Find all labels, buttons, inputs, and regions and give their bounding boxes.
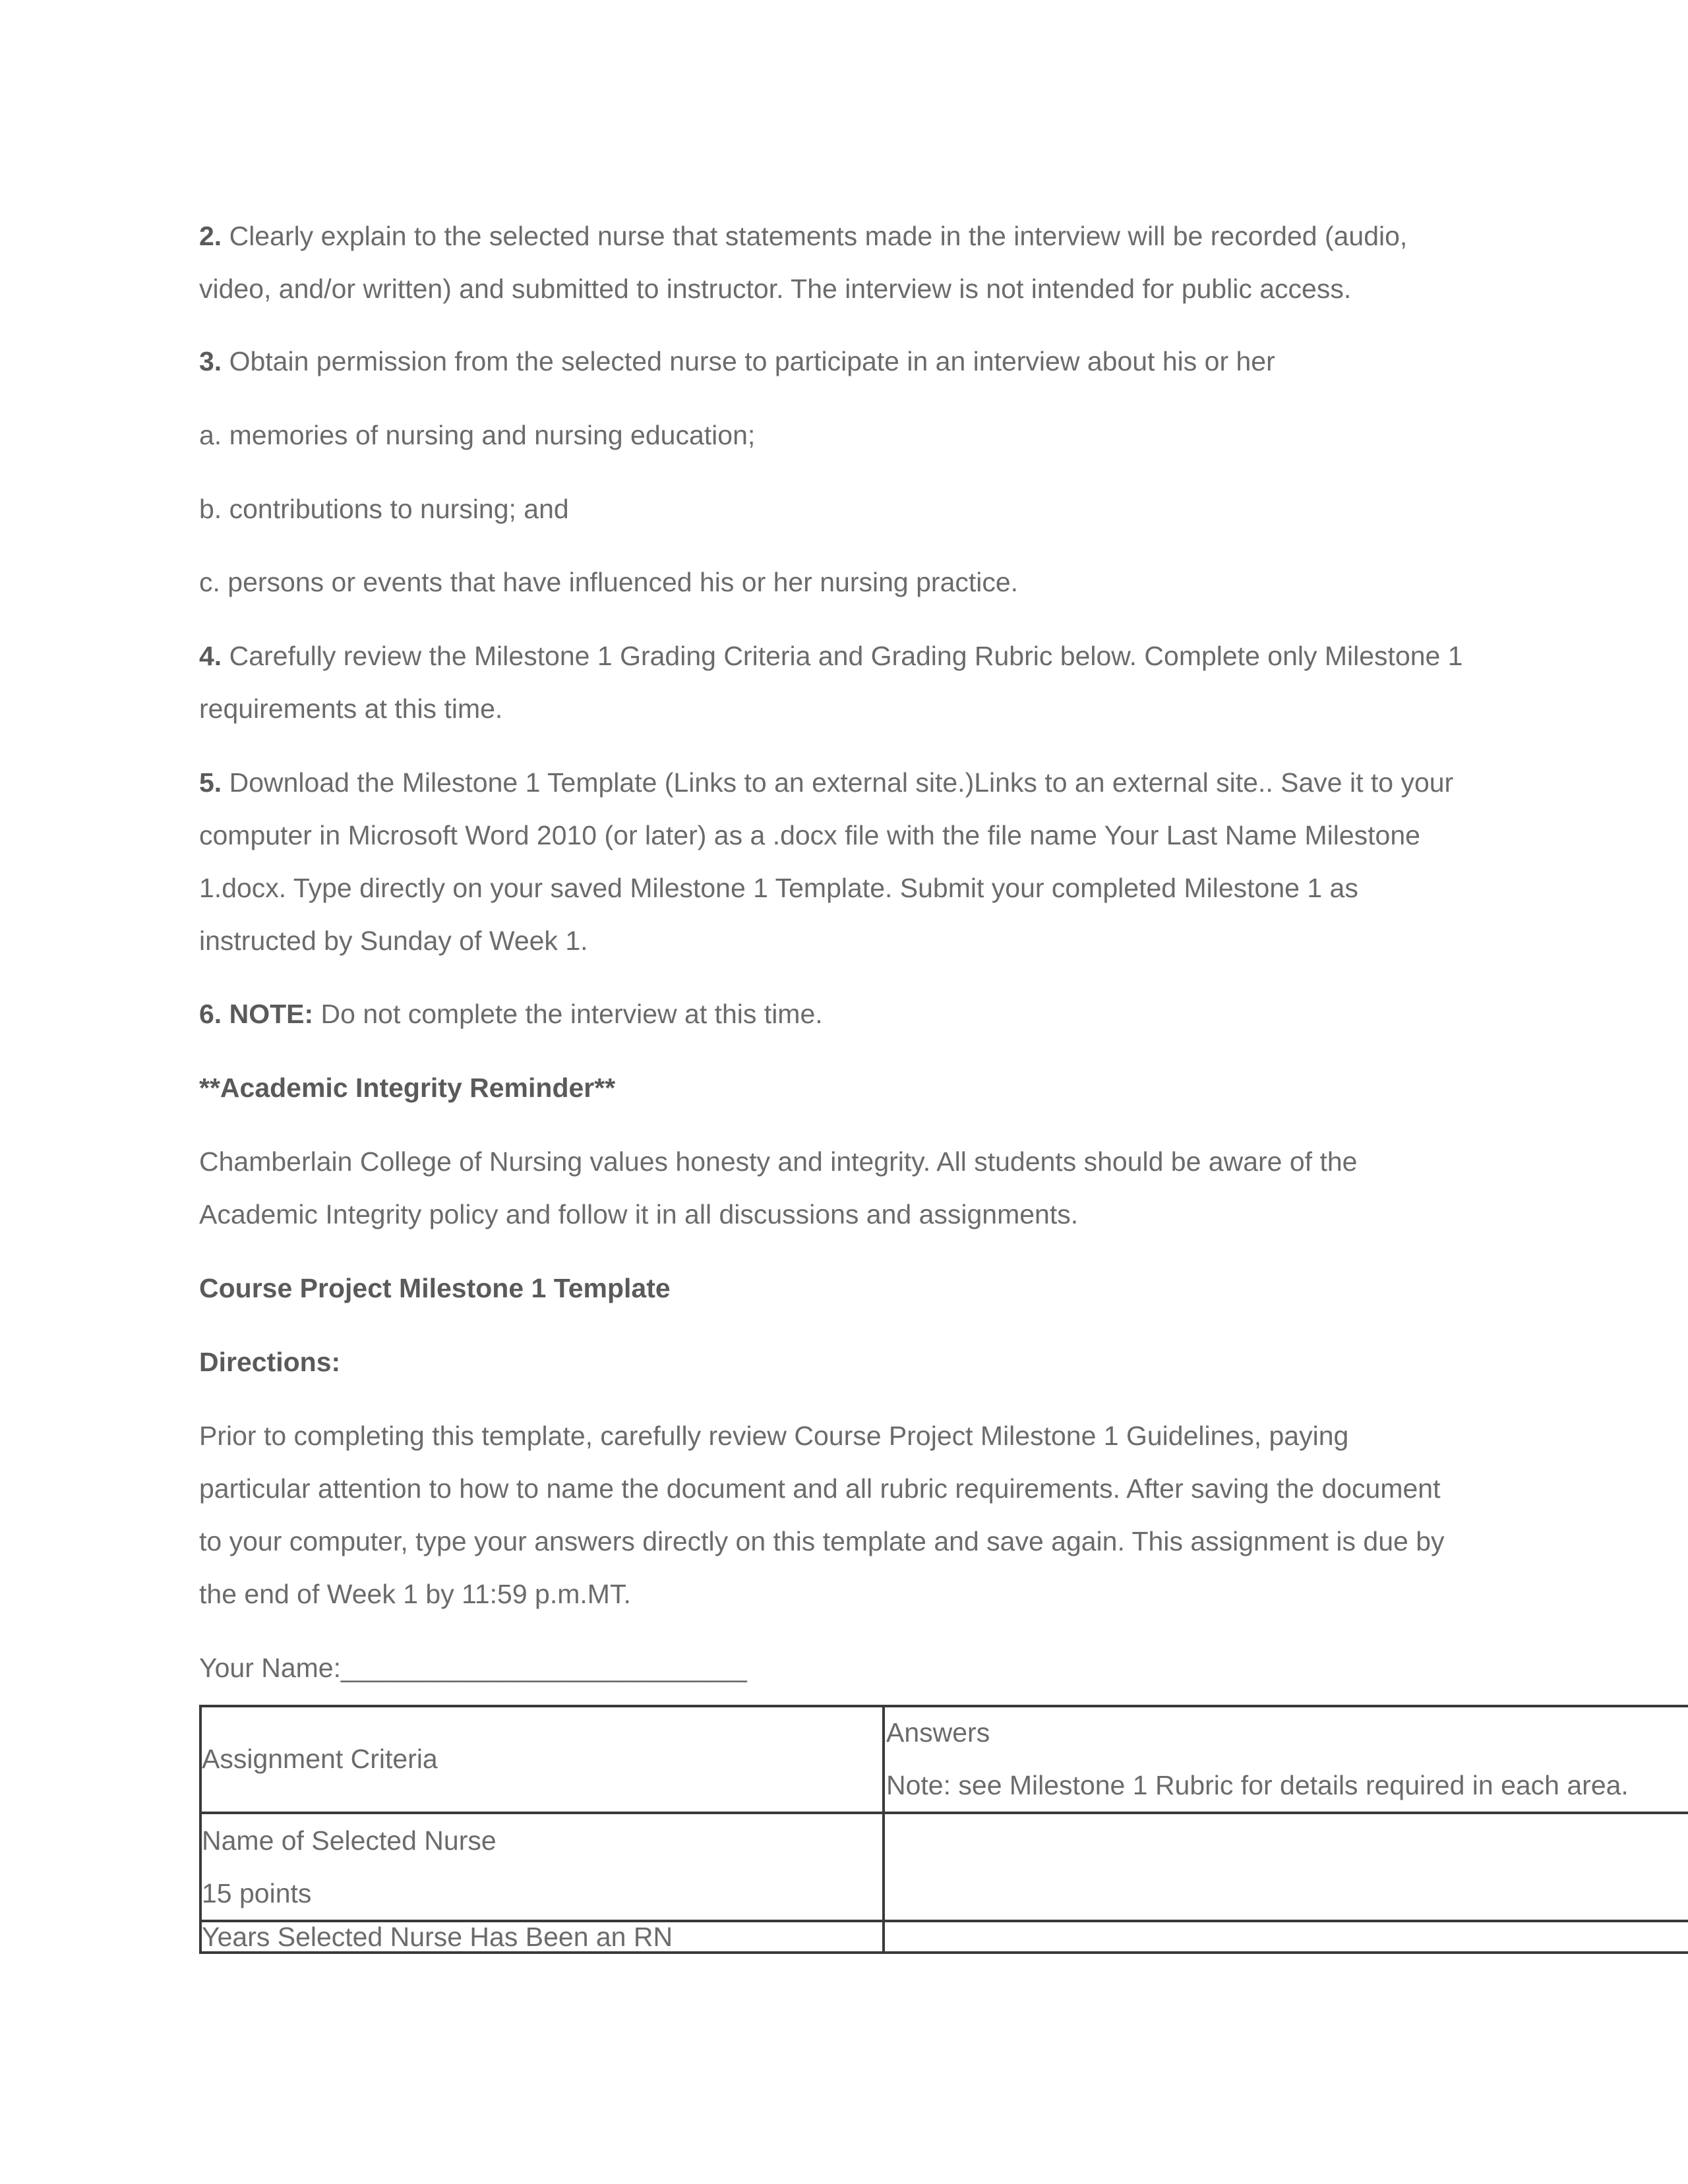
integrity-line-1: Chamberlain College of Nursing values honesty and integrity. All students should be aware of the [199, 1146, 1358, 1177]
item-5-text-1: Download the Milestone 1 Template (Links to an external site.)Links to an external site.. Save it to your [222, 767, 1454, 798]
table-row-1-points: 15 points [202, 1878, 312, 1908]
table-header-answers: Answers [886, 1717, 990, 1748]
table-column-divider [882, 1705, 885, 1954]
directions-line-4: the end of Week 1 by 11:59 p.m.MT. [199, 1579, 631, 1609]
item-3-sub-c: c. persons or events that have influenced his or her nursing practice. [199, 567, 1019, 597]
item-2-text-1: Clearly explain to the selected nurse that statements made in the interview will be recorded (audio, [222, 221, 1408, 251]
item-3-sub-a: a. memories of nursing and nursing education; [199, 420, 756, 450]
item-2-number: 2. [199, 221, 222, 251]
item-4-line-2: requirements at this time. [199, 694, 503, 724]
criteria-table [199, 1705, 1688, 1955]
item-6-number: 6. NOTE: [199, 999, 314, 1029]
item-4-line-1 [199, 630, 1531, 682]
item-4-text-1: Carefully review the Milestone 1 Grading Criteria and Grading Rubric below. Complete only Milestone 1 [222, 641, 1463, 671]
integrity-line-2: Academic Integrity policy and follow it in all discussions and assignments. [199, 1199, 1079, 1229]
item-3-number: 3. [199, 346, 222, 376]
item-5-line-2: computer in Microsoft Word 2010 (or later) as a .docx file with the file name Your Last Name Milestone [199, 820, 1420, 850]
directions-line-2: particular attention to how to name the document and all rubric requirements. After saving the document [199, 1473, 1441, 1504]
your-name-field: Your Name:___________________________ [199, 1653, 747, 1683]
directions-line-1: Prior to completing this template, carefully review Course Project Milestone 1 Guidelines, paying [199, 1421, 1349, 1451]
item-5-line-1 [199, 756, 1531, 809]
item-4-number: 4. [199, 641, 222, 671]
table-row-1-label: Name of Selected Nurse [202, 1825, 497, 1856]
table-header-note: Note: see Milestone 1 Rubric for details required in each area. [886, 1770, 1629, 1800]
integrity-heading: **Academic Integrity Reminder** [199, 1073, 616, 1103]
item-6-text: Do not complete the interview at this time. [313, 999, 823, 1029]
item-3-text: Obtain permission from the selected nurse to participate in an interview about his or her [222, 346, 1275, 376]
item-5-line-4: instructed by Sunday of Week 1. [199, 926, 588, 956]
table-row-2-label: Years Selected Nurse Has Been an RN [202, 1922, 673, 1952]
item-6 [199, 988, 1531, 1040]
table-header-criteria: Assignment Criteria [202, 1744, 438, 1774]
item-5-number: 5. [199, 767, 222, 798]
template-title: Course Project Milestone 1 Template [199, 1273, 671, 1303]
item-2-line-2: video, and/or written) and submitted to instructor. The interview is not intended for public access. [199, 274, 1352, 304]
directions-label: Directions: [199, 1347, 341, 1377]
item-3 [199, 335, 1531, 388]
item-5-line-3: 1.docx. Type directly on your saved Milestone 1 Template. Submit your completed Milestone 1 as [199, 873, 1358, 903]
item-3-sub-b: b. contributions to nursing; and [199, 494, 569, 524]
directions-line-3: to your computer, type your answers directly on this template and save again. This assignment is due by [199, 1526, 1445, 1556]
item-2-line-1 [199, 210, 1531, 262]
